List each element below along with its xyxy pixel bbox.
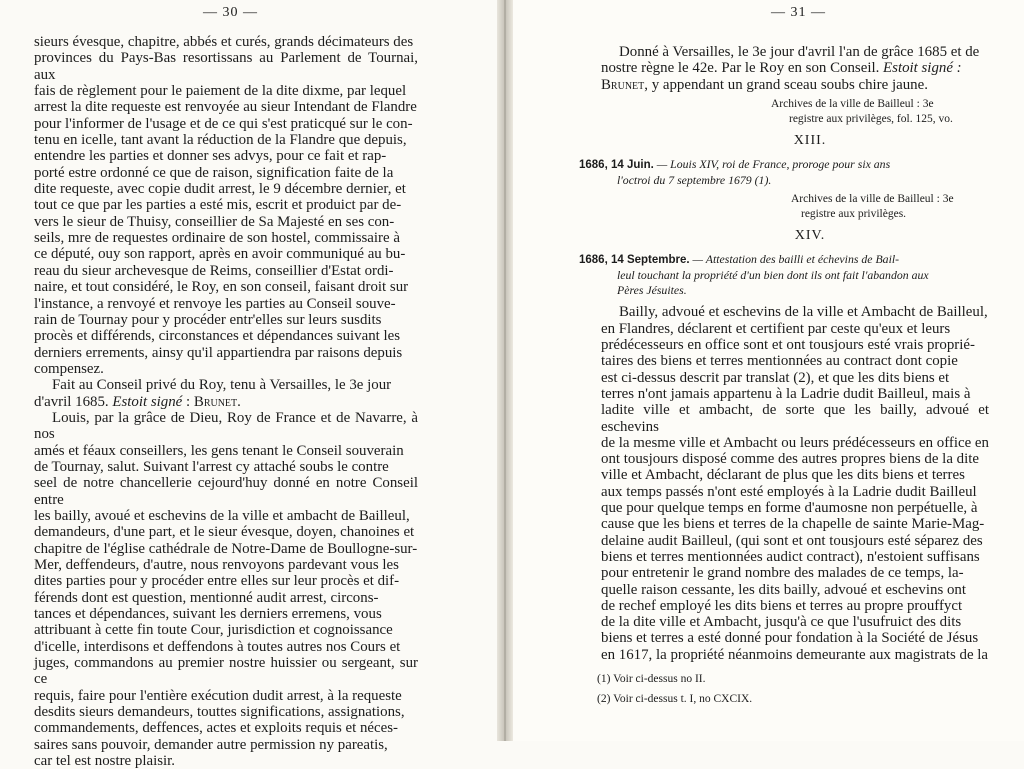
paragraph-arrest xyxy=(34,34,418,377)
footnote: (1) Voir ci-dessus no II. xyxy=(597,673,706,686)
text-line: juges, commandons au premier nostre huissier ou sergeant, sur ce xyxy=(34,655,418,688)
text-line: terres n'ont jamais appartenu à la Ladrie dudit Bailleul, mais à xyxy=(601,385,971,402)
text-line: delaine audit Bailleul, (qui sont et ont tousjours esté séparez des xyxy=(601,532,983,549)
signed-label: Estoit signé xyxy=(112,393,183,410)
book-gutter xyxy=(497,0,513,741)
text-fragment: , y appendant un grand sceau soubs chire jaune. xyxy=(644,76,928,93)
text-line: fais de règlement pour le paiement de la dite dixme, par lequel xyxy=(34,83,407,100)
archive-source xyxy=(791,192,989,222)
text-line: aux temps passés n'ont esté employés à la Ladrie dudit Bailleul xyxy=(601,483,977,500)
text-line: prédécesseurs en office sont et ont tousjours esté vrais proprié- xyxy=(601,337,975,354)
left-page xyxy=(0,0,497,769)
archive-source xyxy=(771,97,989,127)
text-line: pour l'informer de l'usage et de ce qui s'est praticqué sur le con- xyxy=(34,115,413,132)
entry-summary-cont: l'octroi du 7 septembre 1679 (1). xyxy=(617,173,772,188)
text-line: biens et terres mentionnées audict contract), n'estoient suffisans xyxy=(601,548,980,565)
source-line: registre aux privilèges, fol. 125, vo. xyxy=(789,112,953,125)
text-line: chapitre de l'église cathédrale de Notre-Dame de Boullogne-sur- xyxy=(34,540,418,557)
source-line: registre aux privilèges. xyxy=(801,208,907,221)
signer-name: : Brunet. xyxy=(186,393,241,410)
text-line: cause que les biens et terres de la chapelle de sainte Marie-Mag- xyxy=(601,516,985,533)
page-number-left: — 30 — xyxy=(203,5,258,20)
text-line: attribuant à cette fin toute Cour, jurisdiction et cognoissance xyxy=(34,622,393,639)
right-page-body xyxy=(579,44,989,707)
text-line: est ci-dessus descrit par translat (2), et que les dits biens et xyxy=(601,369,950,386)
text-line: vers le sieur de Thuisy, conseillier de Sa Majesté en ses con- xyxy=(34,213,395,230)
entry-summary-cont: leul touchant la propriété d'un bien dont ils ont fait l'abandon aux xyxy=(617,268,929,283)
source-line: Archives de la ville de Bailleul : 3e xyxy=(791,193,954,206)
left-page-body xyxy=(34,34,418,769)
text-line: dite requeste, avec copie dudit arrest, le 9 décembre dernier, et xyxy=(34,181,406,198)
signer-name: Brunet xyxy=(601,76,645,93)
text-line: entendre les parties et donner ses advys, pour ce fait et rap- xyxy=(34,148,387,165)
text-line xyxy=(34,394,418,410)
text-line: l'instance, a renvoyé et renvoye les parties au Conseil souve- xyxy=(34,295,396,312)
text-line: amés et féaux conseillers, les gens tenant le Conseil souverain xyxy=(34,442,404,459)
text-line: tenu en icelle, tant avant la réduction de la Flandre que depuis, xyxy=(34,132,407,149)
text-line: en 1617, la propriété néanmoins demeurante aux magistrats de la xyxy=(601,646,989,663)
text-line: provinces du Pays-Bas resortissans au Parlement de Tournai, aux xyxy=(34,50,418,83)
text-line: tout ce que par les parties a esté mis, escrit et produict par de- xyxy=(34,197,402,214)
text-line: de la dite ville et Ambacht, jusqu'à ce que l'usufruict des dits xyxy=(601,614,962,631)
text-line xyxy=(601,77,989,93)
text-line: biens et terres a esté donné pour fondation à la Société de Jésus xyxy=(601,630,979,647)
text-line: sieurs évesque, chapitre, abbés et curés, grands décimateurs des xyxy=(34,34,414,50)
paragraph-letter xyxy=(34,410,418,769)
text-line: de la mesme ville et Ambacht ou leurs prédécesseurs en office en xyxy=(601,434,989,451)
entry-summary: — Attestation des bailli et échevins de Bail- xyxy=(689,252,900,267)
text-line: car tel est nostre plaisir. xyxy=(34,753,176,769)
footnote: (2) Voir ci-dessus t. I, no CXCIX. xyxy=(597,693,753,706)
text-line: ville et Ambacht, déclarant de plus que les dits biens et terres xyxy=(601,467,965,484)
text-line: pour entretenir le grand nombre des malades de ce temps, la- xyxy=(601,565,964,582)
entry-summary: — Louis XIV, roi de France, proroge pour six ans xyxy=(653,157,891,172)
text-line: reau du sieur archevesque de Reims, conseillier d'Estat ordi- xyxy=(34,262,394,279)
document-entry xyxy=(579,157,989,188)
text-line: tances et dépendances, suivant les derniers erremens, vous xyxy=(34,606,382,623)
paragraph-signature xyxy=(34,377,418,410)
text-fragment: nostre règne le 42e. Par le Roy en son Conseil. xyxy=(601,60,880,77)
text-line: compensez. xyxy=(34,360,104,377)
text-line: Bailly, advoué et eschevins de la ville et Ambacht de Bailleul, xyxy=(619,304,988,321)
text-line: derniers errements, ainsy qu'il appartiendra par raisons depuis xyxy=(34,344,403,361)
text-line xyxy=(601,60,989,76)
text-line: arrest la dite requeste est renvoyée au sieur Intendant de Flandre xyxy=(34,99,417,116)
entry-date: 1686, 14 Juin. xyxy=(579,159,654,172)
text-line: rain de Tournay pour y procéder entr'elles sur leurs susdits xyxy=(34,311,382,328)
text-line: Donné à Versailles, le 3e jour d'avril l'an de grâce 1685 et de xyxy=(619,44,980,60)
text-line: les bailly, avoué et eschevins de la ville et ambacht de Bailleul, xyxy=(34,507,410,524)
document-entry xyxy=(579,252,989,298)
paragraph-attestation xyxy=(601,304,989,663)
text-line: saires sans pouvoir, demander autre permission ny pareatis, xyxy=(34,736,388,753)
text-line: Louis, par la grâce de Dieu, Roy de France et de Navarre, à nos xyxy=(34,409,418,443)
text-line: naire, et tout considéré, le Roy, en son conseil, faisant droit sur xyxy=(34,279,409,296)
date-text: d'avril 1685. xyxy=(34,393,109,410)
paragraph-intro xyxy=(601,44,989,93)
text-line: seel de notre chancellerie cejourd'huy donné en notre Conseil entre xyxy=(34,475,418,508)
text-line: commandements, deffences, actes et exploits requis et néces- xyxy=(34,720,398,737)
source-line: Archives de la ville de Bailleul : 3e xyxy=(771,97,934,110)
text-line: Mer, deffendeurs, d'autre, nous renvoyons pardevant vous les xyxy=(34,557,399,573)
text-line: procès et différends, circonstances et dépendances suivant les xyxy=(34,328,401,345)
text-line: de rechef employé les dits biens et terres au propre prouffyct xyxy=(601,597,963,614)
text-line: Fait au Conseil privé du Roy, tenu à Versailles, le 3e jour xyxy=(52,377,392,394)
text-line: ce député, ouy son rapport, après en avoir communiqué au bu- xyxy=(34,246,406,263)
text-line: requis, faire pour l'entière exécution dudit arrest, à la requeste xyxy=(34,687,402,704)
text-line: ont tousjours disposé comme des autres propres biens de la dite xyxy=(601,451,979,468)
text-line: desdits sieurs demandeurs, touttes significations, assignations, xyxy=(34,704,405,721)
entry-date: 1686, 14 Septembre. xyxy=(579,254,690,267)
text-line: demandeurs, d'une part, et le sieur évesque, doyen, chanoines et xyxy=(34,524,415,541)
section-number: XIII. xyxy=(793,132,827,148)
text-line: dites parties pour y procéder entre elles sur leur procès et dif- xyxy=(34,573,400,590)
text-line: en Flandres, déclarent et certifient par ceste qu'eux et leurs xyxy=(601,320,951,337)
page-number-right: — 31 — xyxy=(771,5,826,20)
text-line: taires des biens et terres mentionnées au contract dont copie xyxy=(601,353,958,370)
entry-summary-cont: Pères Jésuites. xyxy=(617,283,687,298)
text-line: d'icelle, interdisons et deffendons à toutes autres nos Cours et xyxy=(34,638,401,655)
text-line: ladite ville et ambacht, de sorte que les bailly, advoué et eschevins xyxy=(601,402,989,435)
right-page xyxy=(513,0,1024,741)
section-number: XIV. xyxy=(794,228,826,244)
signed-label: Estoit signé : xyxy=(883,60,962,77)
text-line: de Tournay, salut. Suivant l'arrest cy attaché soubs le contre xyxy=(34,458,389,475)
footnotes xyxy=(597,671,989,707)
text-line: férends dont est question, mentionné audit arrest, circons- xyxy=(34,589,379,606)
text-line: quelle raison cessante, les dits bailly, advoué et eschevins ont xyxy=(601,581,966,598)
text-line: porté estre ordonné ce que de raison, signification faite de la xyxy=(34,164,394,181)
text-line: que pour quelque temps en forme d'aumosne non perpétuelle, à xyxy=(601,500,978,517)
text-line: seils, mre de requestes ordinaire de son hostel, commissaire à xyxy=(34,230,400,247)
